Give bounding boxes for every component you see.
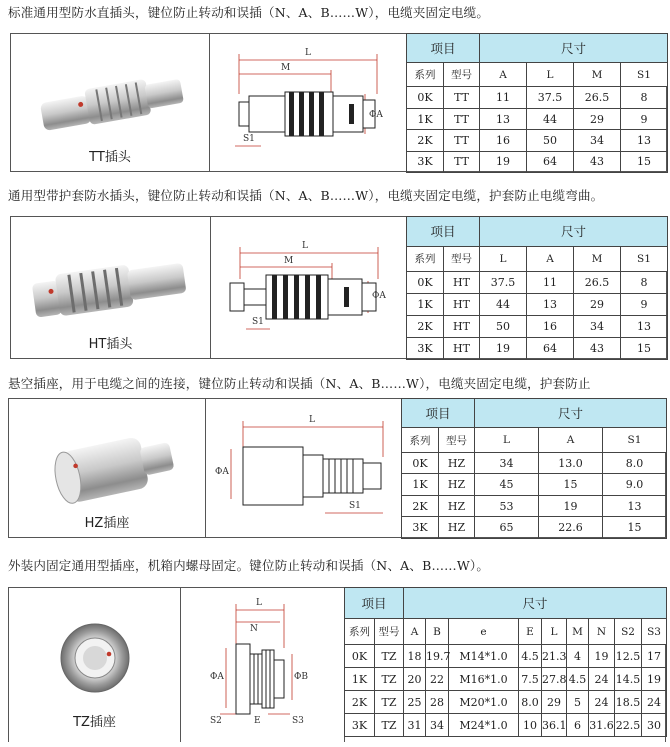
table-size-header: 尺寸 xyxy=(480,217,668,247)
table-cell: 19.7 xyxy=(426,645,449,668)
table-size-header: 尺寸 xyxy=(480,34,668,63)
table-cell: 44 xyxy=(480,293,527,315)
caption-tz: TZ插座 xyxy=(73,715,116,730)
dimension-drawing-icon xyxy=(180,588,344,743)
table-cell: 26.5 xyxy=(573,87,620,108)
table-cell: 22 xyxy=(426,668,449,691)
table-cell: 2K xyxy=(407,315,444,337)
table-cell: 19 xyxy=(480,337,527,359)
table-column-header: 系列 xyxy=(402,428,439,453)
drawing-hz xyxy=(205,399,402,537)
table-cell: 65 xyxy=(475,517,539,539)
table-cell: 27.8 xyxy=(542,668,567,691)
table-cell: 31.6 xyxy=(589,714,615,737)
table-column-header: E xyxy=(519,619,542,645)
table-cell: 13 xyxy=(602,495,666,517)
table-cell: HZ xyxy=(439,517,475,539)
table-cell: 29 xyxy=(573,293,620,315)
dim-label: M xyxy=(281,63,291,73)
dim-label: L xyxy=(309,415,315,425)
table-cell: TZ xyxy=(375,714,404,737)
table-cell: 3K xyxy=(407,151,444,172)
table-cell: 13 xyxy=(527,293,574,315)
table-column-header: A xyxy=(527,246,574,271)
table-column-header: L xyxy=(527,63,574,87)
table-cell: 24 xyxy=(642,691,667,714)
table-cell: 9 xyxy=(620,293,667,315)
section-tt xyxy=(10,33,667,172)
table-group-header: 项目 xyxy=(407,34,480,63)
table-cell: 15 xyxy=(620,337,667,359)
table-cell: TT xyxy=(444,130,480,151)
table-cell: 7.5 xyxy=(519,668,542,691)
table-cell: 17 xyxy=(642,645,667,668)
table-cell: 1K xyxy=(407,293,444,315)
table-cell: 5 xyxy=(567,691,589,714)
table-cell: 9.0 xyxy=(602,474,666,496)
dimension-drawing-icon xyxy=(205,399,401,539)
table-column-header: 系列 xyxy=(407,246,444,271)
dim-label: N xyxy=(250,624,258,634)
table-cell: HT xyxy=(444,315,480,337)
table-group-header: 项目 xyxy=(402,399,475,428)
table-cell: M14*1.0 xyxy=(449,645,519,668)
table-cell: HT xyxy=(444,271,480,293)
table-cell: 24 xyxy=(589,691,615,714)
table-cell: 1K xyxy=(402,474,439,496)
table-cell: 1K xyxy=(345,668,375,691)
table-cell: 34 xyxy=(573,315,620,337)
table-cell: 4.5 xyxy=(519,645,542,668)
table-cell: 26.5 xyxy=(573,271,620,293)
table-cell: 37.5 xyxy=(480,271,527,293)
table-row xyxy=(407,271,668,293)
table-column-header: 系列 xyxy=(407,63,444,87)
table-column-header: A xyxy=(539,428,603,453)
table-column-header: e xyxy=(449,619,519,645)
table-row xyxy=(402,517,667,539)
table-row xyxy=(407,315,668,337)
table-cell: 19 xyxy=(642,668,667,691)
table-row xyxy=(345,668,667,691)
table-cell: 31 xyxy=(404,714,426,737)
table-column-header: B xyxy=(426,619,449,645)
table-row xyxy=(407,293,668,315)
spec-table-tt xyxy=(406,33,668,173)
table-cell: 8.0 xyxy=(602,452,666,474)
table-row xyxy=(402,452,667,474)
table-cell: 12.5 xyxy=(615,645,642,668)
table-cell: HT xyxy=(444,293,480,315)
dim-label: M xyxy=(284,256,294,266)
table-cell: 25 xyxy=(404,691,426,714)
table-cell: M20*1.0 xyxy=(449,691,519,714)
table-cell: 15 xyxy=(539,474,603,496)
table-cell: HT xyxy=(444,337,480,359)
table-cell: 3K xyxy=(402,517,439,539)
table-cell: 13 xyxy=(480,108,527,129)
table-cell: 34 xyxy=(426,714,449,737)
table-cell: 50 xyxy=(527,130,574,151)
table-column-header: 型号 xyxy=(439,428,475,453)
table-cell: 45 xyxy=(475,474,539,496)
table-cell: 13 xyxy=(620,315,667,337)
spec-table-ht xyxy=(406,216,668,360)
table-cell: 8 xyxy=(620,87,667,108)
table-cell: 21.3 xyxy=(542,645,567,668)
table-cell: 29 xyxy=(542,691,567,714)
table-cell: 64 xyxy=(527,337,574,359)
table-row xyxy=(345,691,667,714)
table-cell: 8 xyxy=(620,271,667,293)
dim-label: E xyxy=(254,716,261,726)
table-cell: 19 xyxy=(480,151,527,172)
table-column-header: S1 xyxy=(620,63,667,87)
spec-table-tz xyxy=(344,587,667,737)
table-column-header: S1 xyxy=(602,428,666,453)
caption-hz: HZ插座 xyxy=(84,516,130,531)
table-cell: 14.5 xyxy=(615,668,642,691)
table-cell: 9 xyxy=(620,108,667,129)
table-cell: 22.6 xyxy=(539,517,603,539)
caption-ht: HT插头 xyxy=(88,337,133,352)
table-row xyxy=(345,714,667,737)
table-column-header: S1 xyxy=(620,246,667,271)
table-column-header: L xyxy=(480,246,527,271)
table-cell: TT xyxy=(444,87,480,108)
intro-text-tz: 外装内固定通用型插座，机箱内螺母固定。键位防止转动和误插（N、A、B……W）。 xyxy=(8,558,490,573)
table-cell: 15 xyxy=(620,151,667,172)
spec-table-hz xyxy=(401,398,667,539)
table-cell: 37.5 xyxy=(527,87,574,108)
dim-label: ΦA xyxy=(215,467,229,477)
table-row xyxy=(407,130,668,151)
table-cell: 29 xyxy=(573,108,620,129)
table-cell: 4.5 xyxy=(567,668,589,691)
table-cell: 24 xyxy=(589,668,615,691)
table-row xyxy=(407,87,668,108)
table-cell: 0K xyxy=(407,87,444,108)
section-tz xyxy=(8,587,666,742)
table-row xyxy=(402,474,667,496)
drawing-ht xyxy=(210,217,407,358)
table-row xyxy=(402,495,667,517)
photo-ht xyxy=(11,217,211,358)
table-cell: 11 xyxy=(480,87,527,108)
table-cell: 16 xyxy=(527,315,574,337)
table-cell: 2K xyxy=(345,691,375,714)
photo-hz xyxy=(9,399,206,537)
table-cell: 30 xyxy=(642,714,667,737)
dim-label: L xyxy=(302,241,308,251)
table-row xyxy=(407,151,668,172)
table-size-header: 尺寸 xyxy=(404,588,667,619)
table-cell: 34 xyxy=(475,452,539,474)
table-cell: 8.0 xyxy=(519,691,542,714)
dimension-drawing-icon xyxy=(210,217,406,360)
table-cell: 1K xyxy=(407,108,444,129)
table-column-header: A xyxy=(480,63,527,87)
caption-tt: TT插头 xyxy=(89,150,131,165)
table-cell: 34 xyxy=(573,130,620,151)
table-cell: TZ xyxy=(375,691,404,714)
dim-label: S2 xyxy=(210,716,222,726)
table-cell: 13 xyxy=(620,130,667,151)
table-cell: 28 xyxy=(426,691,449,714)
table-cell: 0K xyxy=(345,645,375,668)
table-group-header: 项目 xyxy=(407,217,480,247)
intro-text-tt: 标准通用型防水直插头，键位防止转动和误插（N、A、B……W），电缆夹固定电缆。 xyxy=(8,5,490,20)
table-group-header: 项目 xyxy=(345,588,404,619)
dim-label: L xyxy=(305,48,311,58)
table-cell: 2K xyxy=(402,495,439,517)
table-column-header: M xyxy=(573,63,620,87)
drawing-tt xyxy=(209,34,407,171)
table-cell: TZ xyxy=(375,668,404,691)
section-ht xyxy=(10,216,667,359)
photo-tz xyxy=(9,588,181,742)
table-cell: 19 xyxy=(539,495,603,517)
table-cell: 43 xyxy=(573,337,620,359)
table-cell: 2K xyxy=(407,130,444,151)
drawing-tz xyxy=(180,588,345,742)
table-cell: 15 xyxy=(602,517,666,539)
photo-tt xyxy=(11,34,210,171)
intro-text-ht: 通用型带护套防水插头，键位防止转动和误插（N、A、B……W），电缆夹固定电缆，护套防止电缆弯曲。 xyxy=(8,188,604,203)
dim-label: S1 xyxy=(243,134,255,144)
table-cell: 36.1 xyxy=(542,714,567,737)
table-cell: 18.5 xyxy=(615,691,642,714)
table-size-header: 尺寸 xyxy=(475,399,667,428)
table-cell: 43 xyxy=(573,151,620,172)
table-row xyxy=(345,645,667,668)
table-row xyxy=(407,337,668,359)
table-cell: TZ xyxy=(375,645,404,668)
dim-label: S1 xyxy=(252,317,264,327)
table-column-header: M xyxy=(573,246,620,271)
table-cell: TT xyxy=(444,151,480,172)
table-column-header: M xyxy=(567,619,589,645)
table-cell: 0K xyxy=(402,452,439,474)
table-cell: 44 xyxy=(527,108,574,129)
dim-label: ΦB xyxy=(294,672,308,682)
table-cell: 16 xyxy=(480,130,527,151)
table-column-header: 型号 xyxy=(444,246,480,271)
table-row xyxy=(407,108,668,129)
table-cell: HZ xyxy=(439,495,475,517)
table-cell: 18 xyxy=(404,645,426,668)
dim-label: ΦA xyxy=(210,672,224,682)
table-cell: 19 xyxy=(589,645,615,668)
section-hz xyxy=(8,398,666,538)
table-cell: 4 xyxy=(567,645,589,668)
dim-label: ΦA xyxy=(372,291,386,301)
table-cell: HZ xyxy=(439,474,475,496)
table-cell: 20 xyxy=(404,668,426,691)
table-cell: 6 xyxy=(567,714,589,737)
table-cell: 64 xyxy=(527,151,574,172)
table-cell: TT xyxy=(444,108,480,129)
table-column-header: A xyxy=(404,619,426,645)
table-cell: 22.5 xyxy=(615,714,642,737)
table-column-header: S2 xyxy=(615,619,642,645)
table-cell: 50 xyxy=(480,315,527,337)
table-column-header: 型号 xyxy=(375,619,404,645)
table-column-header: N xyxy=(589,619,615,645)
table-column-header: L xyxy=(475,428,539,453)
table-cell: M24*1.0 xyxy=(449,714,519,737)
table-cell: 11 xyxy=(527,271,574,293)
intro-text-hz: 悬空插座，用于电缆之间的连接，键位防止转动和误插（N、A、B……W），电缆夹固定电缆，护套防止 xyxy=(8,376,591,391)
table-column-header: L xyxy=(542,619,567,645)
table-cell: 13.0 xyxy=(539,452,603,474)
dim-label: S1 xyxy=(349,501,361,511)
table-cell: 0K xyxy=(407,271,444,293)
table-cell: 53 xyxy=(475,495,539,517)
table-column-header: S3 xyxy=(642,619,667,645)
dim-label: L xyxy=(256,598,262,608)
dim-label: ΦA xyxy=(369,110,383,120)
table-cell: 10 xyxy=(519,714,542,737)
table-column-header: 系列 xyxy=(345,619,375,645)
table-cell: 3K xyxy=(407,337,444,359)
table-cell: 3K xyxy=(345,714,375,737)
table-cell: HZ xyxy=(439,452,475,474)
table-column-header: 型号 xyxy=(444,63,480,87)
dim-label: S3 xyxy=(292,716,304,726)
table-cell: M16*1.0 xyxy=(449,668,519,691)
